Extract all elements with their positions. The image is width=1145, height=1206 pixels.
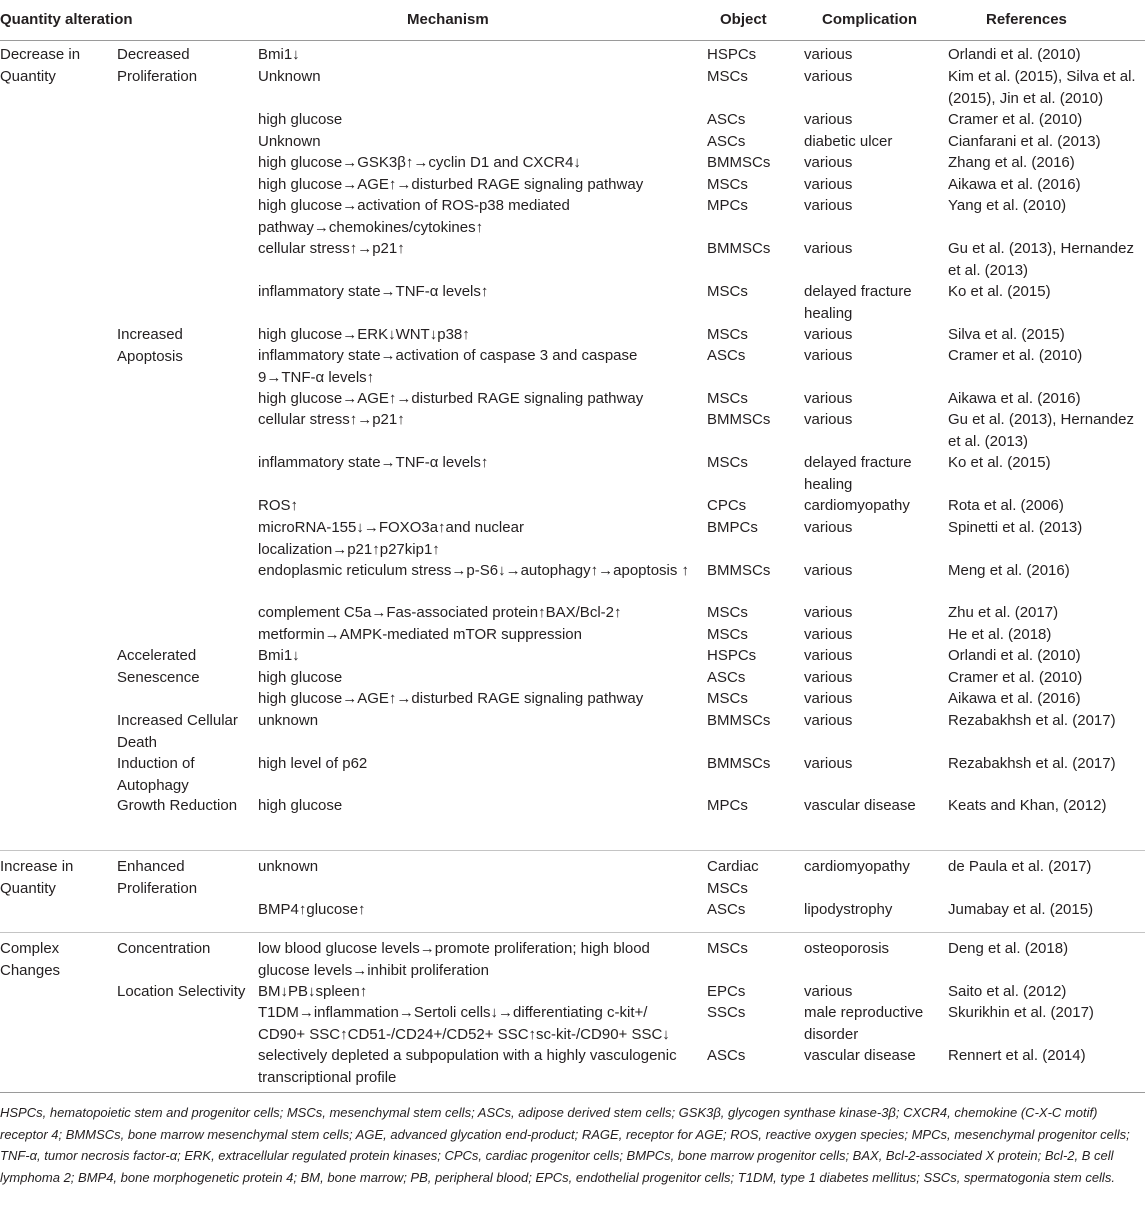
reference-cell: Cramer et al. (2010) bbox=[948, 111, 1083, 128]
object-cell: MSCs bbox=[707, 326, 748, 343]
object-cell: MSCs bbox=[707, 390, 748, 407]
reference-cell: Gu et al. (2013), Hernandez et al. (2013) bbox=[948, 411, 1134, 450]
complication-cell: various bbox=[804, 176, 853, 193]
table-header bbox=[0, 0, 1145, 41]
reference-cell: Orlandi et al. (2010) bbox=[948, 46, 1081, 63]
reference-cell: Meng et al. (2016) bbox=[948, 562, 1070, 579]
reference-cell: Cramer et al. (2010) bbox=[948, 669, 1083, 686]
mechanism-cell: high glucose bbox=[258, 111, 343, 128]
object-cell: MPCs bbox=[707, 197, 748, 214]
complication-cell: cardiomyopathy bbox=[804, 497, 910, 514]
subcategory-cell: Enhanced Proliferation bbox=[117, 858, 198, 897]
complication-cell: various bbox=[804, 111, 853, 128]
reference-cell: Cramer et al. (2010) bbox=[948, 347, 1083, 364]
object-cell: BMMSCs bbox=[707, 411, 771, 428]
mechanism-cell: high glucose→AGE↑→disturbed RAGE signaling pathway bbox=[258, 690, 644, 707]
header-mechanism: Mechanism bbox=[407, 11, 489, 28]
complication-cell: various bbox=[804, 562, 853, 579]
object-cell: MSCs bbox=[707, 454, 748, 471]
complication-cell: various bbox=[804, 411, 853, 428]
object-cell: MSCs bbox=[707, 626, 748, 643]
mechanism-cell: BMP4↑glucose↑ bbox=[258, 901, 366, 918]
complication-cell: various bbox=[804, 755, 853, 772]
mechanism-cell: inflammatory state→TNF-α levels↑ bbox=[258, 283, 489, 300]
mechanism-cell: selectively depleted a subpopulation with a highly vasculogenic transcriptional profile bbox=[258, 1047, 677, 1086]
complication-cell: various bbox=[804, 197, 853, 214]
mechanism-cell: high glucose bbox=[258, 669, 343, 686]
mechanism-cell: microRNA-155↓→FOXO3a↑and nuclear localization→p21↑p27kip1↑ bbox=[258, 519, 524, 558]
object-cell: Cardiac MSCs bbox=[707, 858, 759, 897]
object-cell: ASCs bbox=[707, 669, 746, 686]
subcategory-cell: Decreased Proliferation bbox=[117, 46, 198, 85]
mechanism-cell: metformin→AMPK-mediated mTOR suppression bbox=[258, 626, 582, 643]
header-complication: Complication bbox=[822, 11, 918, 28]
object-cell: MSCs bbox=[707, 940, 748, 957]
group-cell: Decrease in Quantity bbox=[0, 46, 81, 85]
mechanism-cell: Unknown bbox=[258, 133, 321, 150]
reference-cell: Spinetti et al. (2013) bbox=[948, 519, 1083, 536]
complication-cell: various bbox=[804, 626, 853, 643]
mechanism-cell: BM↓PB↓spleen↑ bbox=[258, 983, 368, 1000]
object-cell: BMMSCs bbox=[707, 712, 771, 729]
complication-cell: various bbox=[804, 347, 853, 364]
complication-cell: delayed fracture healing bbox=[804, 283, 912, 322]
complication-cell: various bbox=[804, 390, 853, 407]
group-separator bbox=[0, 850, 1145, 851]
reference-cell: Rennert et al. (2014) bbox=[948, 1047, 1086, 1064]
reference-cell: Zhang et al. (2016) bbox=[948, 154, 1075, 171]
reference-cell: Aikawa et al. (2016) bbox=[948, 390, 1081, 407]
object-cell: MSCs bbox=[707, 283, 748, 300]
complication-cell: vascular disease bbox=[804, 1047, 916, 1064]
object-cell: MPCs bbox=[707, 797, 748, 814]
subcategory-cell: Increased Cellular Death bbox=[117, 712, 238, 751]
object-cell: EPCs bbox=[707, 983, 746, 1000]
mechanism-cell: high glucose→AGE↑→disturbed RAGE signaling pathway bbox=[258, 176, 644, 193]
complication-cell: lipodystrophy bbox=[804, 901, 893, 918]
mechanism-cell: high level of p62 bbox=[258, 755, 368, 772]
reference-cell: Skurikhin et al. (2017) bbox=[948, 1004, 1094, 1021]
mechanism-cell: T1DM→inflammation→Sertoli cells↓→differentiating c-kit+/ CD90+ SSC↑CD51-/CD24+/CD52+ SSC↑sc-kit-/CD90+ SSC↓ bbox=[258, 1004, 670, 1043]
group-cell: Complex Changes bbox=[0, 940, 61, 979]
group-cell: Increase in Quantity bbox=[0, 858, 74, 897]
mechanism-cell: cellular stress↑→p21↑ bbox=[258, 240, 405, 257]
object-cell: ASCs bbox=[707, 901, 746, 918]
object-cell: ASCs bbox=[707, 1047, 746, 1064]
mechanism-cell: high glucose bbox=[258, 797, 343, 814]
reference-cell: Kim et al. (2015), Silva et al. (2015), Jin et al. (2010) bbox=[948, 68, 1136, 107]
reference-cell: Jumabay et al. (2015) bbox=[948, 901, 1094, 918]
mechanism-cell: cellular stress↑→p21↑ bbox=[258, 411, 405, 428]
reference-cell: Rezabakhsh et al. (2017) bbox=[948, 712, 1116, 729]
mechanism-cell: low blood glucose levels→promote proliferation; high blood glucose levels→inhibit proliferation bbox=[258, 940, 650, 979]
object-cell: ASCs bbox=[707, 133, 746, 150]
subcategory-cell: Induction of Autophagy bbox=[117, 755, 195, 794]
complication-cell: various bbox=[804, 154, 853, 171]
object-cell: BMPCs bbox=[707, 519, 758, 536]
reference-cell: Ko et al. (2015) bbox=[948, 454, 1051, 471]
mechanism-cell: complement C5a→Fas-associated protein↑BAX/Bcl-2↑ bbox=[258, 604, 622, 621]
mechanism-cell: inflammatory state→TNF-α levels↑ bbox=[258, 454, 489, 471]
complication-cell: various bbox=[804, 68, 853, 85]
complication-cell: cardiomyopathy bbox=[804, 858, 910, 875]
group-separator bbox=[0, 932, 1145, 933]
mechanism-cell: high glucose→AGE↑→disturbed RAGE signaling pathway bbox=[258, 390, 644, 407]
header-object: Object bbox=[720, 11, 767, 28]
object-cell: ASCs bbox=[707, 347, 746, 364]
complication-cell: osteoporosis bbox=[804, 940, 890, 957]
table-bottom-rule bbox=[0, 1092, 1145, 1093]
complication-cell: various bbox=[804, 240, 853, 257]
mechanism-cell: ROS↑ bbox=[258, 497, 299, 514]
mechanism-cell: high glucose→activation of ROS-p38 mediated pathway→chemokines/cytokines↑ bbox=[258, 197, 570, 236]
complication-cell: various bbox=[804, 983, 853, 1000]
header-quantity-alteration: Quantity alteration bbox=[0, 11, 133, 28]
complication-cell: various bbox=[804, 647, 853, 664]
mechanism-cell: endoplasmic reticulum stress→p-S6↓→autophagy↑→apoptosis ↑ bbox=[258, 562, 690, 579]
reference-cell: Aikawa et al. (2016) bbox=[948, 690, 1081, 707]
complication-cell: various bbox=[804, 604, 853, 621]
complication-cell: delayed fracture healing bbox=[804, 454, 912, 493]
reference-cell: Aikawa et al. (2016) bbox=[948, 176, 1081, 193]
reference-cell: Rezabakhsh et al. (2017) bbox=[948, 755, 1116, 772]
subcategory-cell: Location Selectivity bbox=[117, 983, 246, 1000]
subcategory-cell: Concentration bbox=[117, 940, 211, 957]
mechanism-cell: high glucose→ERK↓WNT↓p38↑ bbox=[258, 326, 470, 343]
reference-cell: Zhu et al. (2017) bbox=[948, 604, 1059, 621]
object-cell: MSCs bbox=[707, 68, 748, 85]
reference-cell: Ko et al. (2015) bbox=[948, 283, 1051, 300]
mechanism-cell: unknown bbox=[258, 858, 319, 875]
reference-cell: de Paula et al. (2017) bbox=[948, 858, 1092, 875]
complication-cell: male reproductive disorder bbox=[804, 1004, 924, 1043]
complication-cell: various bbox=[804, 46, 853, 63]
object-cell: MSCs bbox=[707, 176, 748, 193]
complication-cell: various bbox=[804, 669, 853, 686]
reference-cell: Rota et al. (2006) bbox=[948, 497, 1064, 514]
reference-cell: Orlandi et al. (2010) bbox=[948, 647, 1081, 664]
header-references: References bbox=[986, 11, 1067, 28]
object-cell: ASCs bbox=[707, 111, 746, 128]
subcategory-cell: Accelerated Senescence bbox=[117, 647, 200, 686]
reference-cell: Cianfarani et al. (2013) bbox=[948, 133, 1101, 150]
object-cell: BMMSCs bbox=[707, 154, 771, 171]
object-cell: HSPCs bbox=[707, 46, 757, 63]
object-cell: CPCs bbox=[707, 497, 747, 514]
mechanism-cell: unknown bbox=[258, 712, 319, 729]
object-cell: MSCs bbox=[707, 690, 748, 707]
reference-cell: Deng et al. (2018) bbox=[948, 940, 1069, 957]
complication-cell: various bbox=[804, 326, 853, 343]
mechanism-cell: Unknown bbox=[258, 68, 321, 85]
object-cell: BMMSCs bbox=[707, 755, 771, 772]
mechanism-cell: inflammatory state→activation of caspase 3 and caspase 9→TNF-α levels↑ bbox=[258, 347, 638, 386]
object-cell: SSCs bbox=[707, 1004, 746, 1021]
complication-cell: diabetic ulcer bbox=[804, 133, 893, 150]
complication-cell: various bbox=[804, 712, 853, 729]
mechanism-cell: high glucose→GSK3β↑→cyclin D1 and CXCR4↓ bbox=[258, 154, 581, 171]
reference-cell: He et al. (2018) bbox=[948, 626, 1052, 643]
complication-cell: vascular disease bbox=[804, 797, 916, 814]
object-cell: BMMSCs bbox=[707, 240, 771, 257]
subcategory-cell: Growth Reduction bbox=[117, 797, 238, 814]
reference-cell: Yang et al. (2010) bbox=[948, 197, 1067, 214]
complication-cell: various bbox=[804, 690, 853, 707]
object-cell: MSCs bbox=[707, 604, 748, 621]
mechanism-cell: Bmi1↓ bbox=[258, 46, 300, 63]
subcategory-cell: Increased Apoptosis bbox=[117, 326, 183, 365]
table-footnote: HSPCs, hematopoietic stem and progenitor cells; MSCs, mesenchymal stem cells; ASCs, adipose derived stem cells; GSK3β, glycogen synthase kinase-3β; CXCR4, chemokine (C-X-C motif) receptor 4; BMMSCs, bone marrow mesenchymal stem cells; AGE, advanced glycation end-product; RAGE, receptor for AGE; ROS, reactive oxygen species; MPCs, mesenchymal progenitor cells; TNF-α, tumor necrosis factor-α; ERK, extracellular regulated protein kinases; CPCs, cardiac progenitor cells; BMPCs, bone marrow progenitor cells; BAX, Bcl-2-associated X protein; Bcl-2, B cell lymphoma 2; BMP4, bone morphogenetic protein 4; BM, bone marrow; PB, peripheral blood; EPCs, endothelial progenitor cells; T1DM, type 1 diabetes mellitus; SSCs, spermatogonia stem cells. bbox=[0, 1105, 1130, 1185]
object-cell: BMMSCs bbox=[707, 562, 771, 579]
object-cell: HSPCs bbox=[707, 647, 757, 664]
reference-cell: Silva et al. (2015) bbox=[948, 326, 1065, 343]
reference-cell: Keats and Khan, (2012) bbox=[948, 797, 1107, 814]
complication-cell: various bbox=[804, 519, 853, 536]
reference-cell: Gu et al. (2013), Hernandez et al. (2013) bbox=[948, 240, 1134, 279]
mechanism-cell: Bmi1↓ bbox=[258, 647, 300, 664]
reference-cell: Saito et al. (2012) bbox=[948, 983, 1067, 1000]
